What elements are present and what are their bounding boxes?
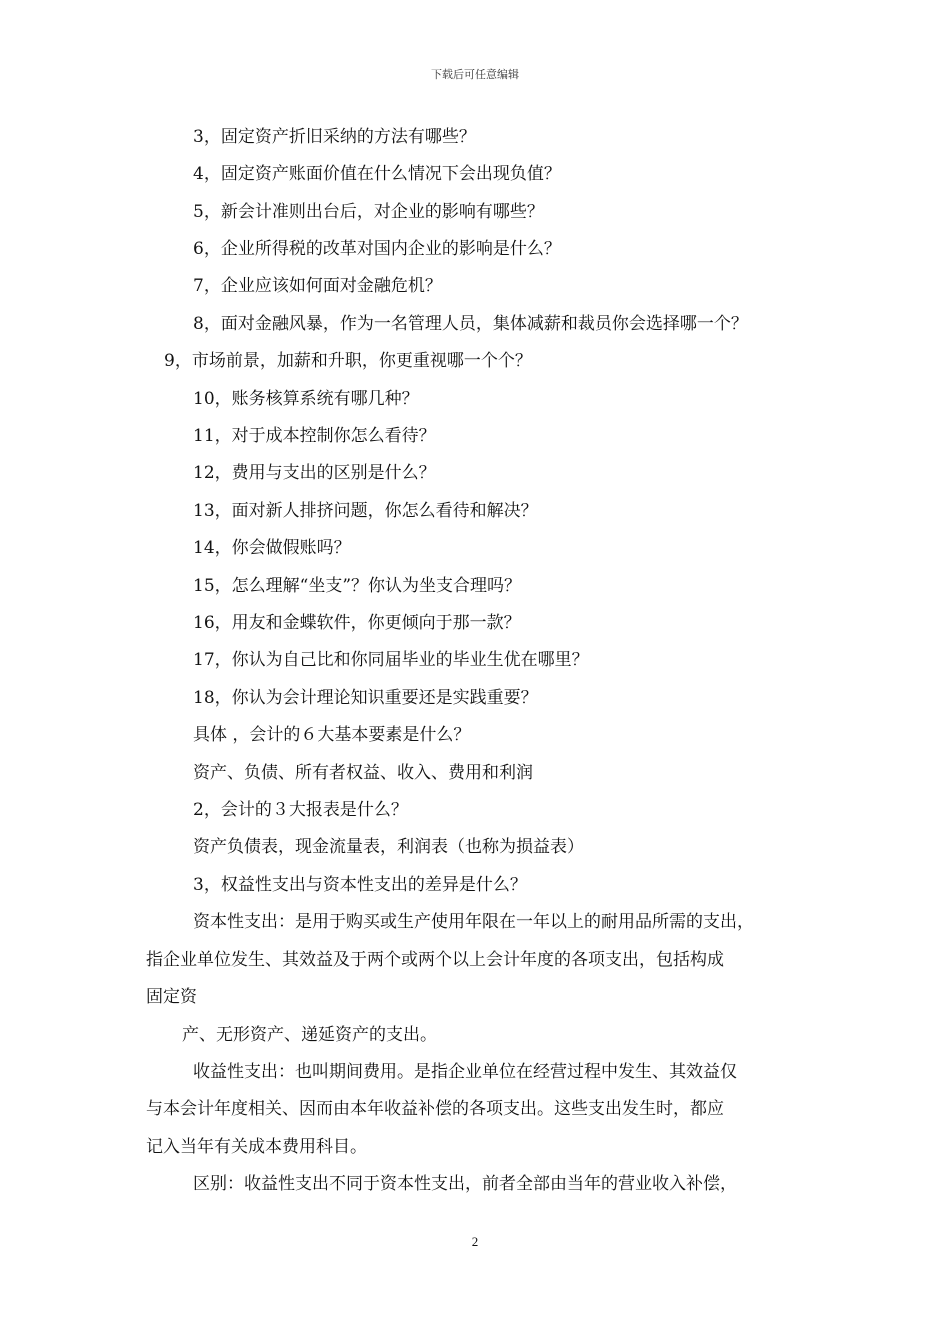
paragraph-line: 收益性支出：也叫期间费用。是指企业单位在经营过程中发生、其效益仅 [193, 1062, 737, 1082]
question-line: 14，你会做假账吗？ [193, 538, 351, 558]
question-line: 17，你认为自己比和你同届毕业的毕业生优在哪里？ [193, 650, 589, 670]
paragraph-line: 固定资 [146, 987, 197, 1007]
question-line: 具体 ，会计的６大基本要素是什么？ [193, 725, 471, 745]
question-line: 4，固定资产账面价值在什么情况下会出现负值？ [193, 164, 561, 184]
question-line: 3，固定资产折旧采纳的方法有哪些？ [193, 127, 476, 147]
answer-line: 资产、负债、所有者权益、收入、费用和利润 [193, 763, 533, 783]
question-line: 3，权益性支出与资本性支出的差异是什么？ [193, 875, 527, 895]
paragraph-line: 区别：收益性支出不同于资本性支出，前者全部由当年的营业收入补偿， [193, 1174, 737, 1194]
question-line: 18，你认为会计理论知识重要还是实践重要？ [193, 688, 538, 708]
question-line: 10，账务核算系统有哪几种？ [193, 389, 419, 409]
question-line: 13，面对新人排挤问题，你怎么看待和解决？ [193, 501, 538, 521]
question-line: 12，费用与支出的区别是什么？ [193, 463, 436, 483]
question-line: 9，市场前景，加薪和升职，你更重视哪一个个？ [164, 351, 532, 371]
answer-line: 资产负债表，现金流量表，利润表（也称为损益表） [193, 837, 584, 857]
question-line: 6，企业所得税的改革对国内企业的影响是什么？ [193, 239, 561, 259]
question-line: 5，新会计准则出台后，对企业的影响有哪些？ [193, 202, 544, 222]
paragraph-line: 产、无形资产、递延资产的支出。 [182, 1025, 437, 1045]
question-line: 7，企业应该如何面对金融危机？ [193, 276, 442, 296]
question-line: 11，对于成本控制你怎么看待？ [193, 426, 436, 446]
question-line: 15，怎么理解“坐支”？你认为坐支合理吗？ [193, 576, 522, 596]
question-line: 8，面对金融风暴，作为一名管理人员，集体减薪和裁员你会选择哪一个？ [193, 314, 748, 334]
question-line: 2，会计的３大报表是什么？ [193, 800, 408, 820]
paragraph-line: 资本性支出：是用于购买或生产使用年限在一年以上的耐用品所需的支出， [193, 912, 754, 932]
page-number: 2 [471, 1234, 479, 1249]
paragraph-line: 记入当年有关成本费用科目。 [146, 1137, 367, 1157]
paragraph-line: 指企业单位发生、其效益及于两个或两个以上会计年度的各项支出，包括构成 [146, 950, 724, 970]
question-line: 16，用友和金蝶软件，你更倾向于那一款？ [193, 613, 521, 633]
paragraph-line: 与本会计年度相关、因而由本年收益补偿的各项支出。这些支出发生时，都应 [146, 1099, 724, 1119]
page-header: 下载后可任意编辑 [431, 68, 519, 81]
